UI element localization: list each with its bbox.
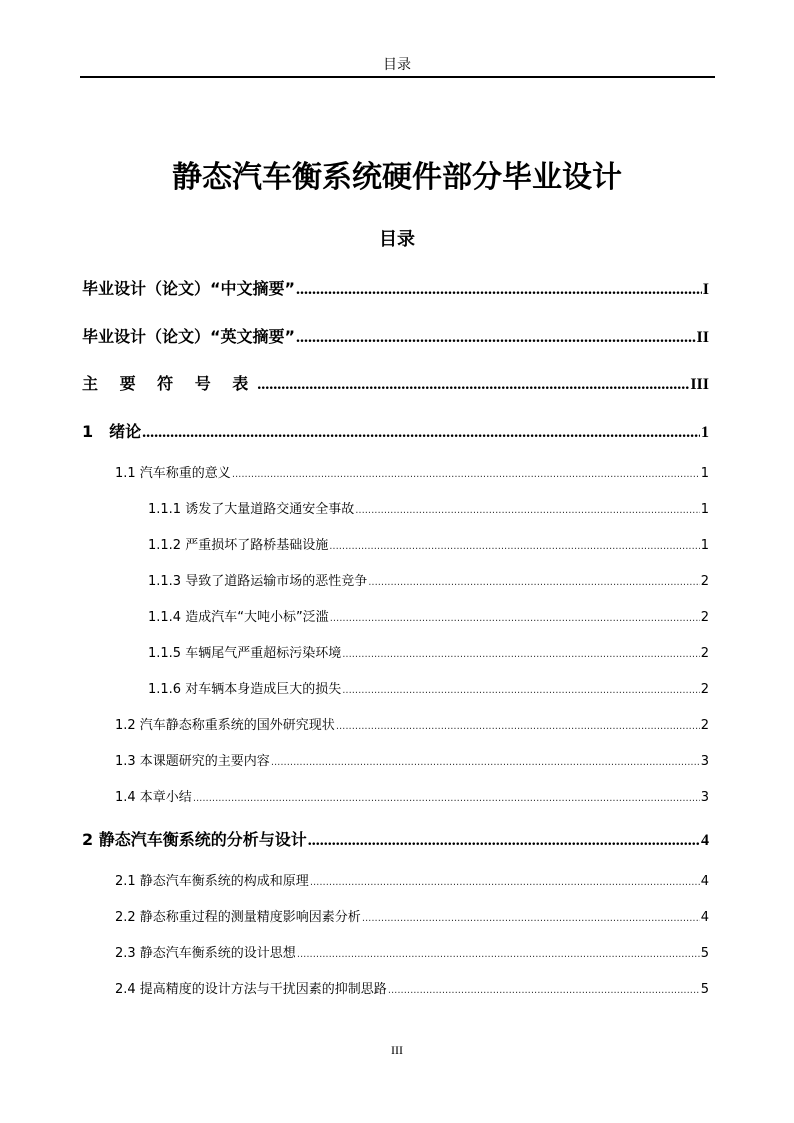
toc-leader — [296, 327, 696, 349]
toc-entry[interactable] — [148, 681, 709, 700]
toc-entry-page: 5 — [700, 982, 709, 997]
toc-leader — [342, 646, 700, 664]
toc-entry-page: 4 — [700, 874, 709, 889]
toc-entry[interactable] — [82, 278, 709, 301]
toc-entry[interactable] — [115, 789, 709, 808]
header-rule — [80, 76, 715, 78]
toc-entry-label: 主 要 符 号 表 — [82, 374, 257, 393]
toc-entry[interactable] — [82, 829, 709, 852]
toc-leader — [297, 946, 700, 964]
toc-entry-page: II — [696, 329, 709, 346]
toc-entry[interactable] — [82, 373, 709, 396]
toc-entry[interactable] — [82, 326, 709, 349]
toc-entry[interactable] — [115, 465, 709, 484]
toc-entry-label: 2.2 静态称重过程的测量精度影响因素分析 — [115, 910, 361, 925]
toc-entry-label: 1.3 本课题研究的主要内容 — [115, 754, 270, 769]
document-title: 静态汽车衡系统硬件部分毕业设计 — [172, 160, 622, 195]
toc-leader — [142, 422, 700, 444]
toc-entry-label: 1.1.4 造成汽车“大吨小标”泛滥 — [148, 610, 329, 625]
toc-entry-label: 1 绪论 — [82, 422, 142, 441]
toc-entry-page: 4 — [701, 832, 709, 849]
toc-leader — [336, 718, 700, 736]
toc-entry-label: 1.1.5 车辆尾气严重超标污染环境 — [148, 646, 342, 661]
toc-leader — [232, 466, 700, 484]
page-header: 目录 — [383, 57, 411, 73]
toc-entry-label: 2 静态汽车衡系统的分析与设计 — [82, 830, 307, 849]
toc-entry-page: 2 — [700, 646, 709, 661]
toc-entry-label: 2.4 提高精度的设计方法与干扰因素的抑制思路 — [115, 982, 387, 997]
toc-entry-page: I — [702, 281, 709, 298]
toc-entry-label: 2.1 静态汽车衡系统的构成和原理 — [115, 874, 309, 889]
toc-entry[interactable] — [115, 945, 709, 964]
toc-entry-page: 3 — [700, 754, 709, 769]
toc-leader — [388, 982, 700, 1000]
toc-entry-label: 2.3 静态汽车衡系统的设计思想 — [115, 946, 296, 961]
toc-entry-page: 5 — [700, 946, 709, 961]
toc-entry-page: 1 — [700, 466, 709, 481]
toc-entry[interactable] — [148, 537, 709, 556]
toc-leader — [310, 874, 700, 892]
toc-entry-label: 1.1.3 导致了道路运输市场的恶性竞争 — [148, 574, 368, 589]
toc-leader — [193, 790, 700, 808]
toc-entry-page: 3 — [700, 790, 709, 805]
toc-entry[interactable] — [115, 873, 709, 892]
toc-entry-label: 毕业设计（论文）“中文摘要” — [82, 279, 296, 298]
toc-entry[interactable] — [115, 753, 709, 772]
toc-leader — [271, 754, 700, 772]
toc-leader — [296, 279, 702, 301]
toc-leader — [342, 682, 700, 700]
toc-entry-page: 2 — [700, 718, 709, 733]
toc-entry-page: 1 — [700, 502, 709, 517]
toc-entry-page: 1 — [701, 424, 709, 441]
toc-entry-page: 1 — [700, 538, 709, 553]
toc-entry[interactable] — [82, 421, 709, 444]
toc-entry-page: 2 — [700, 682, 709, 697]
page-number: III — [391, 1043, 403, 1057]
toc-leader — [355, 502, 700, 520]
toc-leader — [257, 374, 689, 396]
toc-leader — [308, 830, 700, 852]
toc-entry-page: 2 — [700, 574, 709, 589]
toc-entry[interactable] — [115, 981, 709, 1000]
toc-entry-label: 1.2 汽车静态称重系统的国外研究现状 — [115, 718, 335, 733]
toc-entry[interactable] — [115, 909, 709, 928]
toc-entry-page: 2 — [700, 610, 709, 625]
toc-entry[interactable] — [148, 609, 709, 628]
toc-entry-label: 1.1.2 严重损坏了路桥基础设施 — [148, 538, 329, 553]
toc-entry-page: III — [690, 376, 709, 393]
toc-entry[interactable] — [148, 501, 709, 520]
toc-heading: 目录 — [379, 229, 415, 250]
toc-entry-label: 1.1.6 对车辆本身造成巨大的损失 — [148, 682, 342, 697]
toc-entry-label: 1.1.1 诱发了大量道路交通安全事故 — [148, 502, 355, 517]
toc-entry[interactable] — [148, 645, 709, 664]
toc-leader — [329, 538, 700, 556]
toc-entry-label: 毕业设计（论文）“英文摘要” — [82, 327, 296, 346]
toc-leader — [368, 574, 700, 592]
toc-entry-page: 4 — [700, 910, 709, 925]
toc-entry[interactable] — [115, 717, 709, 736]
toc-entry-label: 1.1 汽车称重的意义 — [115, 466, 231, 481]
toc-leader — [330, 610, 700, 628]
toc-entry-label: 1.4 本章小结 — [115, 790, 192, 805]
toc-entry[interactable] — [148, 573, 709, 592]
toc-leader — [362, 910, 700, 928]
